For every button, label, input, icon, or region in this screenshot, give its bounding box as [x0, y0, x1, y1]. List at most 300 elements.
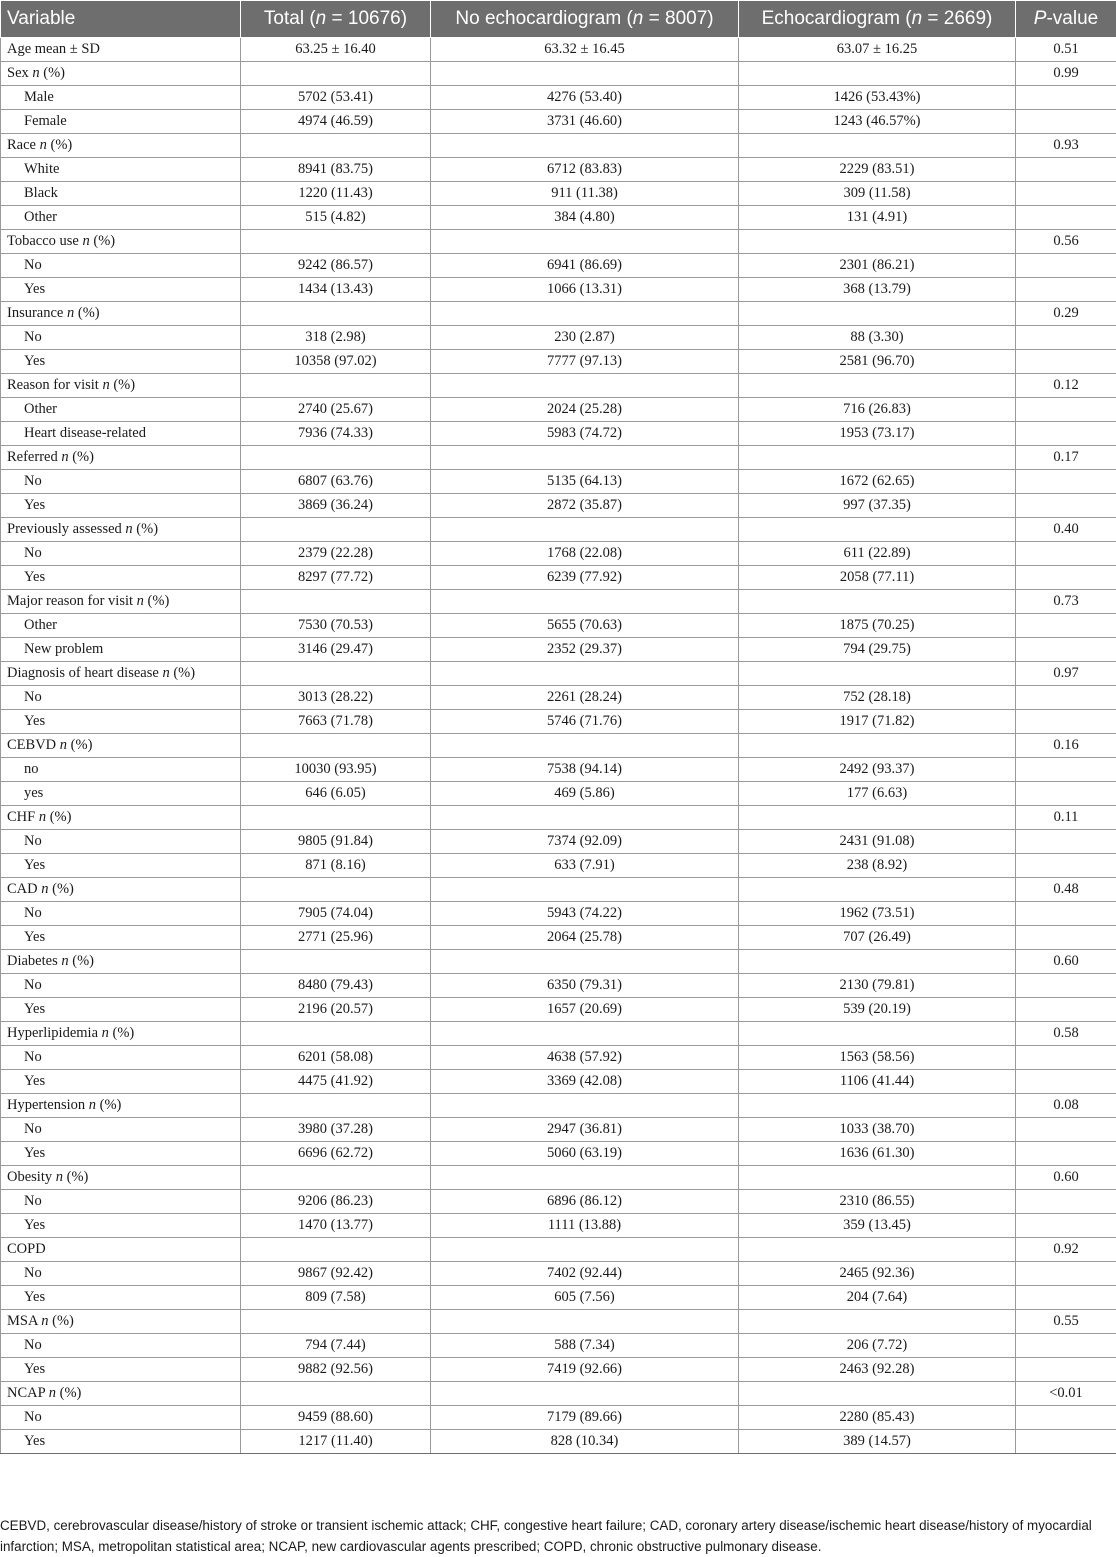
table-row-category — [1, 1070, 1116, 1094]
row-label: Yes — [24, 929, 45, 945]
cell-echocardiogram: 1106 (41.44) — [739, 1070, 1016, 1094]
cell-no-echocardiogram: 4638 (57.92) — [431, 1046, 739, 1070]
row-label-cell — [1, 206, 241, 230]
n-symbol: n — [102, 1025, 109, 1041]
table-row-variable — [1, 662, 1116, 686]
cell-no-echocardiogram: 5135 (64.13) — [431, 470, 739, 494]
cell-p-value — [1016, 854, 1116, 878]
cell-no-echocardiogram: 5655 (70.63) — [431, 614, 739, 638]
cell-no-echocardiogram — [431, 950, 739, 974]
row-label-cell — [1, 1334, 241, 1358]
cell-echocardiogram: 389 (14.57) — [739, 1430, 1016, 1454]
row-label-cell — [1, 278, 241, 302]
row-label: yes — [24, 785, 43, 801]
cell-no-echocardiogram: 7402 (92.44) — [431, 1262, 739, 1286]
cell-total: 6201 (58.08) — [241, 1046, 431, 1070]
cell-echocardiogram: 2310 (86.55) — [739, 1190, 1016, 1214]
cell-p-value — [1016, 422, 1116, 446]
cell-no-echocardiogram: 7538 (94.14) — [431, 758, 739, 782]
row-label: Yes — [24, 1073, 45, 1089]
row-label-cell — [1, 1286, 241, 1310]
row-label: Previously assessed — [7, 521, 122, 537]
row-label-cell — [1, 782, 241, 806]
table-row-category — [1, 1262, 1116, 1286]
row-label: No — [24, 833, 42, 849]
cell-no-echocardiogram: 3369 (42.08) — [431, 1070, 739, 1094]
cell-p-value — [1016, 1142, 1116, 1166]
row-label-cell — [1, 1142, 241, 1166]
cell-echocardiogram: 88 (3.30) — [739, 326, 1016, 350]
table-row-variable — [1, 1022, 1116, 1046]
row-label-cell — [1, 662, 241, 686]
row-label-cell — [1, 494, 241, 518]
cell-total: 9242 (86.57) — [241, 254, 431, 278]
cell-no-echocardiogram — [431, 134, 739, 158]
cell-total: 3146 (29.47) — [241, 638, 431, 662]
row-label: Sex — [7, 65, 29, 81]
row-label: No — [24, 1265, 42, 1281]
row-label-cell — [1, 134, 241, 158]
cell-p-value: 0.12 — [1016, 374, 1116, 398]
row-label-cell — [1, 1238, 241, 1262]
cell-total: 8480 (79.43) — [241, 974, 431, 998]
table-row-variable — [1, 230, 1116, 254]
percent-symbol: (%) — [96, 1097, 121, 1113]
table-row-category — [1, 1286, 1116, 1310]
cell-no-echocardiogram — [431, 662, 739, 686]
cell-total: 2740 (25.67) — [241, 398, 431, 422]
row-label: Yes — [24, 1361, 45, 1377]
row-label: No — [24, 1337, 42, 1353]
cell-total: 646 (6.05) — [241, 782, 431, 806]
cell-no-echocardiogram: 1066 (13.31) — [431, 278, 739, 302]
row-label: Referred — [7, 449, 58, 465]
row-label-cell — [1, 926, 241, 950]
cell-no-echocardiogram — [431, 446, 739, 470]
table-row-category — [1, 278, 1116, 302]
cell-echocardiogram — [739, 374, 1016, 398]
cell-total: 4475 (41.92) — [241, 1070, 431, 1094]
cell-no-echocardiogram: 63.32 ± 16.45 — [431, 38, 739, 62]
cell-echocardiogram: 2130 (79.81) — [739, 974, 1016, 998]
cell-p-value — [1016, 1334, 1116, 1358]
table-row-category — [1, 110, 1116, 134]
percent-symbol: (%) — [74, 305, 99, 321]
row-label: Yes — [24, 713, 45, 729]
n-symbol: n — [32, 65, 39, 81]
row-label-cell — [1, 806, 241, 830]
table-body — [1, 38, 1116, 1454]
cell-p-value — [1016, 398, 1116, 422]
table-row-variable — [1, 1382, 1116, 1406]
cell-echocardiogram: 204 (7.64) — [739, 1286, 1016, 1310]
row-label-cell — [1, 758, 241, 782]
row-label-cell — [1, 350, 241, 374]
cell-no-echocardiogram: 5943 (74.22) — [431, 902, 739, 926]
cell-echocardiogram: 1636 (61.30) — [739, 1142, 1016, 1166]
cell-p-value — [1016, 686, 1116, 710]
n-symbol: n — [61, 953, 68, 969]
row-label: Major reason for visit — [7, 593, 133, 609]
cell-no-echocardiogram — [431, 806, 739, 830]
table-row-category — [1, 782, 1116, 806]
n-symbol: n — [102, 377, 109, 393]
table-row-category — [1, 638, 1116, 662]
row-label-cell — [1, 1094, 241, 1118]
row-label-cell — [1, 110, 241, 134]
cell-no-echocardiogram: 469 (5.86) — [431, 782, 739, 806]
row-label: Race — [7, 137, 36, 153]
cell-no-echocardiogram — [431, 1166, 739, 1190]
cell-echocardiogram: 2463 (92.28) — [739, 1358, 1016, 1382]
cell-total — [241, 806, 431, 830]
n-symbol: n — [40, 137, 47, 153]
row-label-cell — [1, 854, 241, 878]
row-label: Heart disease-related — [24, 425, 146, 441]
percent-symbol: (%) — [170, 665, 195, 681]
table-row-category — [1, 470, 1116, 494]
row-label-cell — [1, 1406, 241, 1430]
row-label-cell — [1, 86, 241, 110]
cell-echocardiogram: 1243 (46.57%) — [739, 110, 1016, 134]
cell-no-echocardiogram: 911 (11.38) — [431, 182, 739, 206]
cell-no-echocardiogram — [431, 734, 739, 758]
row-label: CHF — [7, 809, 35, 825]
cell-total: 7530 (70.53) — [241, 614, 431, 638]
table-row-category — [1, 758, 1116, 782]
cell-total: 9805 (91.84) — [241, 830, 431, 854]
cell-p-value — [1016, 206, 1116, 230]
table-row-category — [1, 854, 1116, 878]
cell-p-value: 0.93 — [1016, 134, 1116, 158]
cell-echocardiogram — [739, 662, 1016, 686]
table-row-category — [1, 1190, 1116, 1214]
n-symbol: n — [41, 1313, 48, 1329]
table-row-category — [1, 206, 1116, 230]
table-row-category — [1, 1406, 1116, 1430]
cell-total — [241, 446, 431, 470]
row-label: White — [24, 161, 59, 177]
cell-total — [241, 374, 431, 398]
percent-symbol: (%) — [69, 449, 94, 465]
cell-echocardiogram: 2058 (77.11) — [739, 566, 1016, 590]
percent-symbol: (%) — [144, 593, 169, 609]
row-label: New problem — [24, 641, 103, 657]
cell-p-value — [1016, 86, 1116, 110]
cell-total: 9867 (92.42) — [241, 1262, 431, 1286]
cell-p-value — [1016, 254, 1116, 278]
table-row-category — [1, 182, 1116, 206]
cell-echocardiogram: 206 (7.72) — [739, 1334, 1016, 1358]
row-label-cell — [1, 1430, 241, 1454]
cell-total: 1434 (13.43) — [241, 278, 431, 302]
row-label-cell — [1, 1166, 241, 1190]
cell-echocardiogram: 309 (11.58) — [739, 182, 1016, 206]
cell-total: 8941 (83.75) — [241, 158, 431, 182]
cell-echocardiogram: 131 (4.91) — [739, 206, 1016, 230]
row-label: Yes — [24, 569, 45, 585]
table-row-category — [1, 686, 1116, 710]
row-label: Other — [24, 209, 57, 225]
percent-symbol: (%) — [109, 1025, 134, 1041]
table-row-category — [1, 998, 1116, 1022]
table-row-variable — [1, 734, 1116, 758]
cell-p-value: 0.60 — [1016, 950, 1116, 974]
cell-p-value — [1016, 1286, 1116, 1310]
cell-total — [241, 1382, 431, 1406]
cell-echocardiogram — [739, 1310, 1016, 1334]
row-label-cell — [1, 830, 241, 854]
row-label: No — [24, 1121, 42, 1137]
cell-no-echocardiogram: 5060 (63.19) — [431, 1142, 739, 1166]
row-label: Tobacco use — [7, 233, 79, 249]
row-label-cell — [1, 1046, 241, 1070]
cell-total: 5702 (53.41) — [241, 86, 431, 110]
table-row-category — [1, 542, 1116, 566]
table-row-category — [1, 1214, 1116, 1238]
cell-echocardiogram — [739, 446, 1016, 470]
table-row-category — [1, 1358, 1116, 1382]
table-row-variable — [1, 1238, 1116, 1262]
cell-no-echocardiogram: 633 (7.91) — [431, 854, 739, 878]
table-row-category — [1, 926, 1116, 950]
row-label-cell — [1, 1022, 241, 1046]
cell-p-value: 0.40 — [1016, 518, 1116, 542]
cell-echocardiogram: 716 (26.83) — [739, 398, 1016, 422]
row-label-cell — [1, 878, 241, 902]
cell-no-echocardiogram: 588 (7.34) — [431, 1334, 739, 1358]
cell-echocardiogram: 752 (28.18) — [739, 686, 1016, 710]
cell-p-value — [1016, 1358, 1116, 1382]
cell-no-echocardiogram: 2261 (28.24) — [431, 686, 739, 710]
cell-p-value — [1016, 494, 1116, 518]
cell-no-echocardiogram — [431, 1094, 739, 1118]
cell-total: 1217 (11.40) — [241, 1430, 431, 1454]
table-row-category — [1, 710, 1116, 734]
cell-p-value — [1016, 998, 1116, 1022]
cell-total: 10358 (97.02) — [241, 350, 431, 374]
row-label-cell — [1, 1310, 241, 1334]
cell-no-echocardiogram: 5983 (74.72) — [431, 422, 739, 446]
cell-total: 10030 (93.95) — [241, 758, 431, 782]
row-label: Yes — [24, 1433, 45, 1449]
header-no-echocardiogram: No echocardiogram (n = 8007) — [431, 1, 739, 38]
row-label: Obesity — [7, 1169, 52, 1185]
cell-no-echocardiogram — [431, 1310, 739, 1334]
cell-echocardiogram — [739, 1166, 1016, 1190]
cell-p-value — [1016, 158, 1116, 182]
cell-total: 4974 (46.59) — [241, 110, 431, 134]
row-label: No — [24, 545, 42, 561]
cell-p-value — [1016, 278, 1116, 302]
cell-p-value — [1016, 974, 1116, 998]
row-label-cell — [1, 326, 241, 350]
table-row-category — [1, 566, 1116, 590]
cell-total: 9206 (86.23) — [241, 1190, 431, 1214]
row-label-cell — [1, 254, 241, 278]
n-symbol: n — [89, 1097, 96, 1113]
table-row-category — [1, 1046, 1116, 1070]
table-row-variable — [1, 950, 1116, 974]
table-row-category — [1, 494, 1116, 518]
cell-total: 871 (8.16) — [241, 854, 431, 878]
table-row-variable — [1, 374, 1116, 398]
cell-p-value: 0.92 — [1016, 1238, 1116, 1262]
percent-symbol: (%) — [46, 809, 71, 825]
row-label-cell — [1, 158, 241, 182]
cell-no-echocardiogram — [431, 230, 739, 254]
cell-echocardiogram: 707 (26.49) — [739, 926, 1016, 950]
cell-no-echocardiogram: 7179 (89.66) — [431, 1406, 739, 1430]
cell-no-echocardiogram: 6712 (83.83) — [431, 158, 739, 182]
row-label-cell — [1, 1118, 241, 1142]
row-label-cell — [1, 302, 241, 326]
row-label: Yes — [24, 1001, 45, 1017]
row-label-cell — [1, 422, 241, 446]
percent-symbol: (%) — [56, 1385, 81, 1401]
cell-p-value: 0.73 — [1016, 590, 1116, 614]
table-row-category — [1, 1430, 1116, 1454]
row-label-cell — [1, 1214, 241, 1238]
table-row-category — [1, 1334, 1116, 1358]
cell-echocardiogram — [739, 1094, 1016, 1118]
cell-p-value — [1016, 902, 1116, 926]
cell-no-echocardiogram: 230 (2.87) — [431, 326, 739, 350]
table-row-variable — [1, 806, 1116, 830]
row-label-cell — [1, 62, 241, 86]
percent-symbol: (%) — [49, 881, 74, 897]
cell-total: 515 (4.82) — [241, 206, 431, 230]
cell-no-echocardiogram: 6941 (86.69) — [431, 254, 739, 278]
cell-echocardiogram: 611 (22.89) — [739, 542, 1016, 566]
cell-echocardiogram: 238 (8.92) — [739, 854, 1016, 878]
cell-total: 9459 (88.60) — [241, 1406, 431, 1430]
table-row-category — [1, 350, 1116, 374]
cell-echocardiogram: 2229 (83.51) — [739, 158, 1016, 182]
cell-echocardiogram: 1962 (73.51) — [739, 902, 1016, 926]
table-row-category — [1, 254, 1116, 278]
cell-total — [241, 302, 431, 326]
cell-echocardiogram — [739, 1238, 1016, 1262]
cell-no-echocardiogram — [431, 302, 739, 326]
table-row-variable — [1, 518, 1116, 542]
cell-total: 1220 (11.43) — [241, 182, 431, 206]
cell-total: 318 (2.98) — [241, 326, 431, 350]
cell-total: 3869 (36.24) — [241, 494, 431, 518]
cell-p-value — [1016, 182, 1116, 206]
row-label: Yes — [24, 353, 45, 369]
row-label-cell — [1, 902, 241, 926]
table-row-category — [1, 614, 1116, 638]
cell-echocardiogram — [739, 1382, 1016, 1406]
cell-p-value — [1016, 470, 1116, 494]
row-label: Black — [24, 185, 58, 201]
row-label-cell — [1, 470, 241, 494]
cell-no-echocardiogram: 7777 (97.13) — [431, 350, 739, 374]
cell-echocardiogram — [739, 62, 1016, 86]
header-total: Total (n = 10676) — [241, 1, 431, 38]
cell-p-value: 0.55 — [1016, 1310, 1116, 1334]
cell-p-value — [1016, 1190, 1116, 1214]
cell-total: 1470 (13.77) — [241, 1214, 431, 1238]
n-symbol: n — [60, 737, 67, 753]
cell-echocardiogram: 794 (29.75) — [739, 638, 1016, 662]
n-symbol: n — [162, 665, 169, 681]
cell-total — [241, 1310, 431, 1334]
cell-no-echocardiogram: 605 (7.56) — [431, 1286, 739, 1310]
n-symbol: n — [39, 809, 46, 825]
cell-total: 9882 (92.56) — [241, 1358, 431, 1382]
cell-no-echocardiogram — [431, 518, 739, 542]
cell-no-echocardiogram — [431, 878, 739, 902]
cell-total: 3013 (28.22) — [241, 686, 431, 710]
cell-no-echocardiogram: 1111 (13.88) — [431, 1214, 739, 1238]
header-echocardiogram: Echocardiogram (n = 2669) — [739, 1, 1016, 38]
cell-total — [241, 1022, 431, 1046]
row-label-cell — [1, 974, 241, 998]
row-label-cell — [1, 998, 241, 1022]
row-label: Other — [24, 617, 57, 633]
cell-p-value — [1016, 926, 1116, 950]
row-label: Other — [24, 401, 57, 417]
row-label: Yes — [24, 1289, 45, 1305]
row-label: No — [24, 905, 42, 921]
percent-symbol: (%) — [47, 137, 72, 153]
row-label-cell — [1, 1190, 241, 1214]
table-row-category — [1, 1118, 1116, 1142]
table-row-variable — [1, 134, 1116, 158]
cell-total — [241, 662, 431, 686]
row-label-cell — [1, 374, 241, 398]
table-footnote: CEBVD, cerebrovascular disease/history of stroke or transient ischemic attack; CHF, congestive heart failure; CAD, coronary artery disease/ischemic heart disease/history of myocardial infarction; MSA, metropolitan statistical area; NCAP, new cardiovascular agents prescribed; COPD, chronic obstructive pulmonary disease. — [0, 1515, 1112, 1557]
cell-p-value: 0.17 — [1016, 446, 1116, 470]
row-label-cell — [1, 950, 241, 974]
row-label: Female — [24, 113, 67, 129]
table-row-variable — [1, 38, 1116, 62]
cell-echocardiogram: 1426 (53.43%) — [739, 86, 1016, 110]
row-label: Hypertension — [7, 1097, 85, 1113]
table-row-variable — [1, 590, 1116, 614]
cell-p-value: 0.58 — [1016, 1022, 1116, 1046]
cell-no-echocardiogram: 6239 (77.92) — [431, 566, 739, 590]
cell-p-value — [1016, 638, 1116, 662]
cell-echocardiogram: 2431 (91.08) — [739, 830, 1016, 854]
cell-echocardiogram: 359 (13.45) — [739, 1214, 1016, 1238]
cell-p-value: 0.99 — [1016, 62, 1116, 86]
row-label-cell — [1, 1358, 241, 1382]
table-row-category — [1, 902, 1116, 926]
cell-p-value: 0.48 — [1016, 878, 1116, 902]
n-symbol: n — [49, 1385, 56, 1401]
cell-echocardiogram: 2492 (93.37) — [739, 758, 1016, 782]
cell-echocardiogram: 368 (13.79) — [739, 278, 1016, 302]
table-row-category — [1, 1142, 1116, 1166]
cell-total — [241, 878, 431, 902]
table-row-variable — [1, 446, 1116, 470]
row-label: Diagnosis of heart disease — [7, 665, 159, 681]
cell-total: 63.25 ± 16.40 — [241, 38, 431, 62]
cell-total: 794 (7.44) — [241, 1334, 431, 1358]
row-label-cell — [1, 710, 241, 734]
cell-echocardiogram — [739, 518, 1016, 542]
cell-no-echocardiogram: 1768 (22.08) — [431, 542, 739, 566]
table-row-variable — [1, 1094, 1116, 1118]
row-label: Yes — [24, 497, 45, 513]
cell-p-value: 0.11 — [1016, 806, 1116, 830]
cell-total — [241, 1166, 431, 1190]
row-label: No — [24, 1193, 42, 1209]
table-row-category — [1, 326, 1116, 350]
